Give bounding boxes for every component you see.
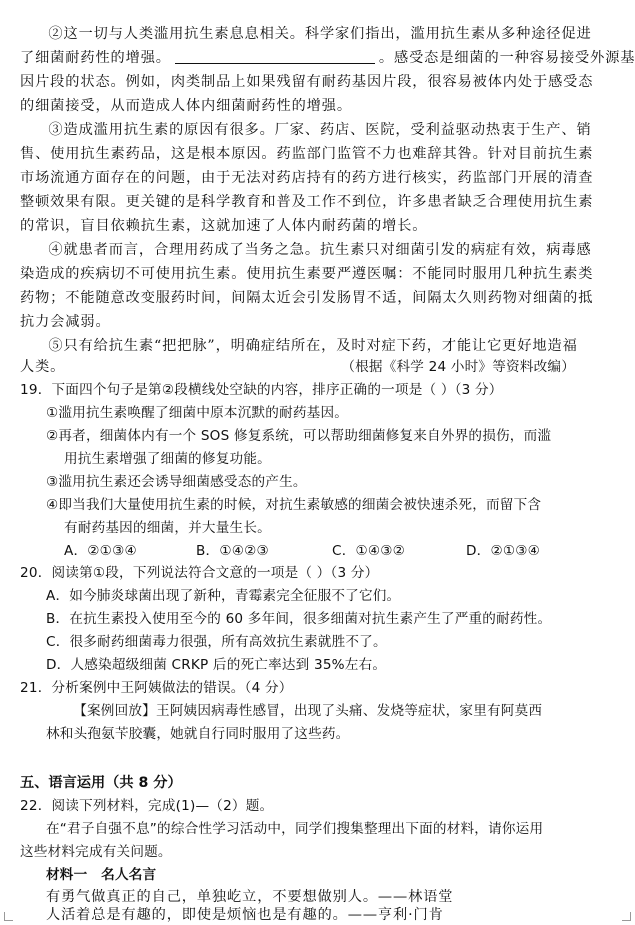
- crop-mark-bottom-left: [4, 912, 13, 921]
- q19-sentence-1: ①滥用抗生素唤醒了细菌中原本沉默的耐药基因。: [46, 405, 349, 421]
- q21-stem: 21．分析案例中王阿姨做法的错误。（4 分）: [20, 680, 293, 696]
- p2-line-3: 因片段的状态。例如，肉类制品上如果残留有耐药基因片段，很容易被体内处于感受态: [20, 74, 594, 90]
- p3-line-1: ③造成滥用抗生素的原因有很多。厂家、药店、医院，受利益驱动热衷于生产、销: [48, 122, 592, 138]
- q20-stem: 20．阅读第①段，下列说法符合文意的一项是（ ）（3 分）: [20, 565, 379, 581]
- p2-line-2: [20, 48, 635, 68]
- p5-line-2-text: 人类。: [20, 359, 66, 375]
- q19-choice-b[interactable]: B．①④②③: [196, 543, 269, 559]
- answer-blank: [175, 49, 375, 64]
- p2-line-2a: 了细菌耐药性的增强。: [20, 50, 171, 66]
- q19-sentence-2-line-1: ②再者，细菌体内有一个 SOS 修复系统，可以帮助细菌修复来自外界的损伤，而滥: [46, 428, 552, 444]
- p4-line-1: ④就患者而言，合理用药成了当务之急。抗生素只对细菌引发的病症有效，病毒感: [48, 242, 592, 258]
- q19-choice-c[interactable]: C．①④③②: [332, 543, 406, 559]
- q22-intro-line-2: 这些材料完成有关问题。: [20, 844, 172, 860]
- q20-option-b[interactable]: B．在抗生素投入使用至今的 60 多年间，很多细菌对抗生素产生了严重的耐药性。: [46, 611, 552, 627]
- material-1-title: 材料一 名人名言: [46, 867, 157, 883]
- q19-sentence-2-line-2: 用抗生素增强了细菌的修复功能。: [64, 451, 271, 467]
- p5-line-2: [20, 357, 615, 377]
- q20-option-a[interactable]: A．如今肺炎球菌出现了新种，青霉素完全征服不了它们。: [46, 588, 401, 604]
- q20-option-c[interactable]: C．很多耐药细菌毒力很强，所有高效抗生素就胜不了。: [46, 634, 387, 650]
- source-note: （根据《科学 24 小时》等资料改编）: [341, 359, 575, 375]
- q22-stem: 22．阅读下列材料，完成(1)—（2）题。: [20, 798, 274, 814]
- q19-choice-a[interactable]: A．②①③④: [64, 543, 137, 559]
- material-1-quote-2: 人活着总是有趣的，即使是烦恼也是有趣的。——亨利·门肯: [46, 907, 444, 923]
- q22-intro-line-1: 在“君子自强不息”的综合性学习活动中，同学们搜集整理出下面的材料，请你运用: [46, 821, 544, 837]
- q19-stem: 19．下面四个句子是第②段横线处空缺的内容，排序正确的一项是（ ）（3 分）: [20, 382, 503, 398]
- q21-case-line-2: 林和头孢氨苄胶囊，她就自行同时服用了这些药。: [46, 726, 350, 742]
- section-5-heading: 五、语言运用（共 8 分）: [20, 775, 182, 791]
- crop-mark-bottom-right: [622, 912, 631, 921]
- p2-line-4: 的细菌接受，从而造成人体内细菌耐药性的增强。: [20, 98, 352, 114]
- p3-line-3: 市场流通方面存在的问题，由于无法对药店持有的药方进行核实，药监部门开展的清查: [20, 170, 594, 186]
- p3-line-2: 售、使用抗生素药品，这是根本原因。药监部门监管不力也难辞其咎。针对目前抗生素: [20, 146, 594, 162]
- material-1-quote-1: 有勇气做真正的自己，单独屹立，不要想做别人。——林语堂: [46, 889, 454, 905]
- q19-sentence-4-line-1: ④即当我们大量使用抗生素的时候，对抗生素敏感的细菌会被快速杀死，而留下含: [46, 497, 542, 513]
- p4-line-4: 抗力会减弱。: [20, 314, 111, 330]
- q20-option-d[interactable]: D．人感染超级细菌 CRKP 后的死亡率达到 35%左右。: [46, 657, 387, 673]
- q19-choice-d[interactable]: D．②①③④: [466, 543, 541, 559]
- q19-sentence-3: ③滥用抗生素还会诱导细菌感受态的产生。: [46, 474, 307, 490]
- p4-line-2: 染造成的疾病切不可使用抗生素。使用抗生素要严遵医嘱：不能同时服用几种抗生素类: [20, 266, 594, 282]
- p3-line-4: 整顿效果有限。更关键的是科学教育和普及工作不到位，许多患者缺乏合理使用抗生素: [20, 194, 594, 210]
- p4-line-3: 药物；不能随意改变服药时间，间隔太近会引发肠胃不适，间隔太久则药物对细菌的抵: [20, 290, 594, 306]
- p5-line-1: ⑤只有给抗生素“把把脉”，明确症结所在，及时对症下药，才能让它更好地造福: [48, 338, 578, 354]
- p2-line-1: ②这一切与人类滥用抗生素息息相关。科学家们指出，滥用抗生素从多种途径促进: [48, 26, 592, 42]
- p2-line-2b: 。感受态是细菌的一种容易接受外源基: [378, 50, 635, 66]
- q19-sentence-4-line-2: 有耐药基因的细菌，并大量生长。: [64, 520, 271, 536]
- q21-case-line-1: 【案例回放】王阿姨因病毒性感冒，出现了头痛、发烧等症状，家里有阿莫西: [73, 703, 543, 719]
- p3-line-5: 的常识，盲目依赖抗生素，这就加速了人体内耐药菌的增长。: [20, 218, 428, 234]
